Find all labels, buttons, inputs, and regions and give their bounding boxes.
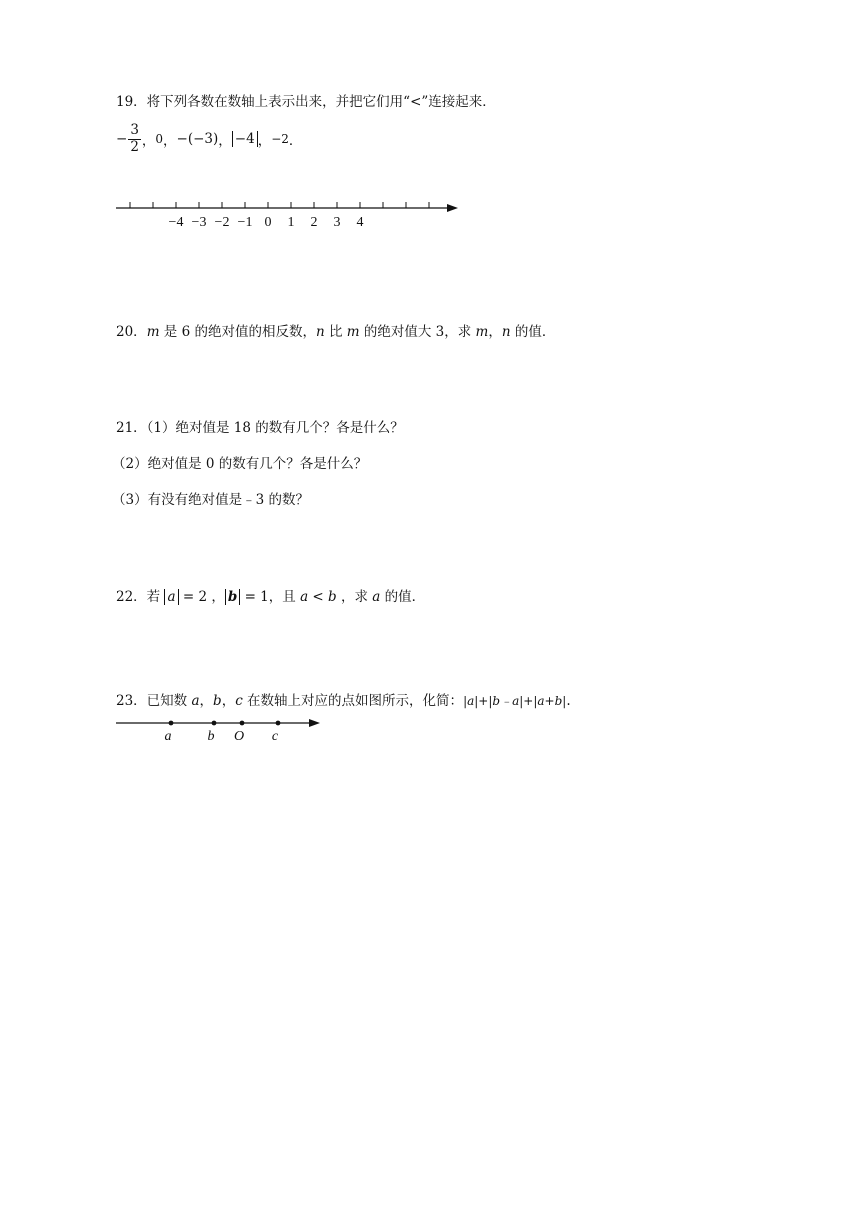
minus-sign: − bbox=[116, 131, 128, 147]
abs-var-a: a bbox=[164, 589, 178, 605]
text-segment: = 1，且 bbox=[240, 589, 301, 605]
axis-tick-label: 4 bbox=[356, 215, 364, 230]
fraction-numerator: 3 bbox=[130, 122, 139, 138]
number-neg-two: −2 bbox=[271, 132, 289, 146]
var-m: m bbox=[346, 324, 360, 340]
question-number: 20． bbox=[116, 324, 147, 340]
axis-tick-labels bbox=[169, 215, 364, 230]
fraction-denominator: 2 bbox=[130, 138, 139, 155]
var-c: c bbox=[235, 693, 243, 709]
var-a: a bbox=[191, 693, 200, 709]
text-segment: 比 bbox=[324, 324, 347, 340]
var-b: b bbox=[328, 589, 337, 605]
axis-points bbox=[165, 721, 281, 744]
question-21-part3: （3）有没有绝对值是﹣3 的数？ bbox=[112, 492, 309, 508]
text-segment: 的值． bbox=[380, 589, 426, 605]
var-m: m bbox=[146, 324, 160, 340]
text-segment: 是 6 的绝对值的相反数， bbox=[159, 324, 316, 340]
axis-point bbox=[276, 721, 281, 726]
axis-tick-label: 2 bbox=[310, 215, 318, 230]
text-segment: 在数轴上对应的点如图所示，化简： bbox=[242, 693, 464, 709]
var-n: n bbox=[315, 324, 325, 340]
separator: ， bbox=[199, 693, 214, 709]
number-line-23 bbox=[110, 712, 330, 748]
axis-tick-label: 3 bbox=[333, 215, 341, 230]
axis-point bbox=[240, 721, 245, 726]
number-neg-paren: −(−3) bbox=[176, 131, 219, 147]
axis-tick-label: 1 bbox=[287, 215, 295, 230]
var-a: a bbox=[300, 589, 309, 605]
question-19-text: 19．将下列各数在数轴上表示出来，并把它们用“<”连接起来． bbox=[116, 94, 496, 110]
text-segment: ，求 bbox=[336, 589, 373, 605]
question-23-text bbox=[116, 689, 571, 709]
arrow-head-icon bbox=[447, 204, 458, 212]
question-20-text bbox=[116, 320, 555, 340]
axis-point bbox=[212, 721, 217, 726]
number-abs: −4 bbox=[232, 131, 258, 147]
axis-tick-label: −3 bbox=[191, 215, 207, 230]
var-b: b bbox=[213, 693, 222, 709]
question-21-part2: （2）绝对值是 0 的数有几个？各是什么？ bbox=[112, 456, 368, 472]
var-m: m bbox=[475, 324, 489, 340]
axis-point-label: b bbox=[207, 729, 215, 744]
var-n: n bbox=[501, 324, 511, 340]
axis-tick-label: −4 bbox=[168, 215, 184, 230]
axis-tick-label: −2 bbox=[214, 215, 230, 230]
period: ． bbox=[288, 133, 303, 149]
axis-point-label: c bbox=[271, 729, 279, 744]
separator: ， bbox=[141, 133, 156, 149]
text-segment: ， bbox=[488, 324, 502, 340]
abs-var-b: b bbox=[225, 589, 240, 605]
axis-point bbox=[169, 721, 174, 726]
fraction-three-halves bbox=[128, 124, 141, 154]
expression: |a|+|b﹣a|+|a+b| bbox=[463, 694, 567, 708]
period: . bbox=[566, 693, 571, 709]
question-22-text bbox=[116, 585, 425, 605]
axis-point-label: a bbox=[164, 729, 172, 744]
text-segment: = 2 ， bbox=[178, 589, 225, 605]
axis-point-label: O bbox=[233, 729, 245, 744]
number-zero: 0 bbox=[155, 132, 164, 146]
question-21-part1: 21．（1）绝对值是 18 的数有几个？各是什么？ bbox=[116, 420, 404, 436]
axis-tick-label: −1 bbox=[237, 215, 253, 230]
arrow-head-icon bbox=[309, 719, 320, 727]
number-line-19 bbox=[110, 195, 470, 235]
separator: ， bbox=[257, 133, 272, 149]
separator: ， bbox=[218, 133, 232, 149]
less-than-sign: < bbox=[308, 589, 329, 605]
text-segment: 23．已知数 bbox=[116, 693, 192, 709]
separator: ， bbox=[163, 133, 177, 149]
text-segment: 的绝对值大 3，求 bbox=[359, 324, 476, 340]
text-segment: 的值． bbox=[510, 324, 556, 340]
axis-ticks bbox=[130, 202, 429, 208]
separator: ， bbox=[221, 693, 236, 709]
axis-tick-label: 0 bbox=[264, 215, 272, 230]
question-19-numbers bbox=[116, 124, 302, 154]
text-segment: 22．若 bbox=[116, 589, 165, 605]
var-a: a bbox=[372, 589, 381, 605]
